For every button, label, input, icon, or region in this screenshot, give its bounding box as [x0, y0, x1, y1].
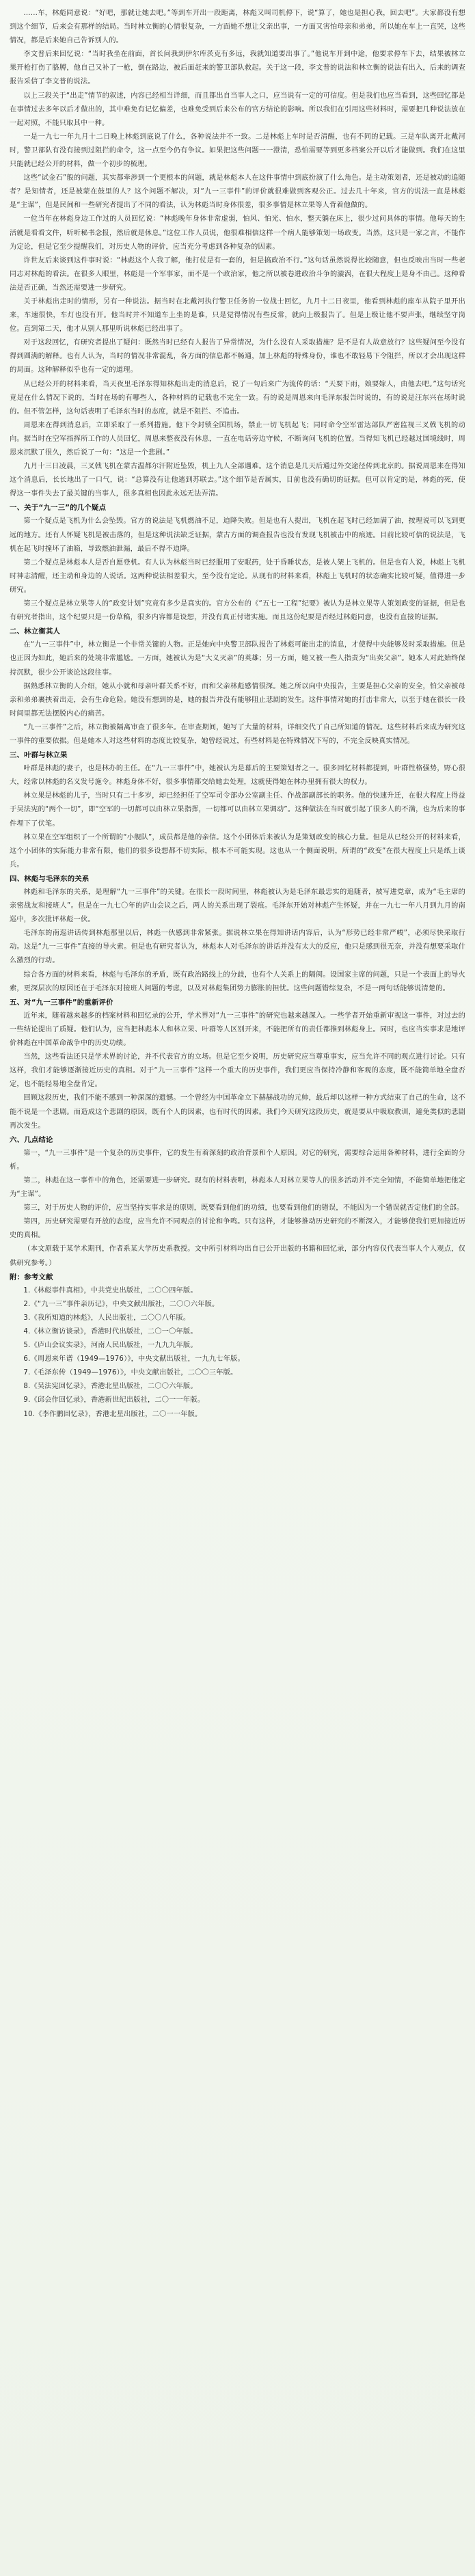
section-heading: 一、关于“九一三”的几个疑点 — [10, 504, 107, 513]
paragraph: ……车，林彪同意说：“好吧，那就让她去吧。”等到车开出一段距离，林彪又叫司机停下，说“算了，她也是担心我，回去吧”。大家都没有想到这个细节，后来会有那样的结局。当时林立衡的心情很复杂，一方面她不想让父亲出事，一方面又害怕母亲和弟弟，所以她在车上一直哭，这些情况，都是后来她自己告诉别人的。 — [10, 10, 465, 45]
paragraph: 第三，对于历史人物的评价，应当坚持实事求是的原则，既要看到他们的功绩，也要看到他们的错误，不能因为一个错误就否定他们的全部。 — [23, 1204, 464, 1212]
paragraph: 林立果在空军组织了一个所谓的“小舰队”，成员都是他的亲信。这个小团体后来被认为是策划政变的核心力量。但是从已经公开的材料来看，这个小团体的实际能力非常有限，他们的很多设想都不切实际，根本不可能实现。这也从一个侧面说明，所谓的“政变”在很大程度上只是纸上谈兵。 — [10, 833, 465, 869]
section-heading: 三、叶群与林立果 — [10, 751, 68, 760]
section-heading: 附：参考文献 — [10, 1273, 53, 1282]
paragraph: 以上三段关于“出走”情节的叙述，内容已经相当详细，而且都出自当事人之口，应当说有一定的可信度。但是我们也应当看到，这些回忆都是在事情过去多年以后才做出的，其中难免有记忆偏差，也难免受到后来公布的官方结论的影响。所以我们在引用这些材料时，需要把几种说法放在一起对照，不能只取其中一种。 — [10, 92, 465, 127]
paragraph: 九月十三日凌晨，三叉戟飞机在蒙古温都尔汗附近坠毁，机上九人全部遇难。这个消息是几天后通过外交途径传到北京的。据说周恩来在得知这个消息后，长长地出了一口气，说：“总算没有让他逃到苏联去。”这个细节是否属实，目前也没有确切的证据。但可以肯定的是，林彪的死，使得这一事件失去了最关键的当事人，很多真相也因此永远无法弄清。 — [10, 463, 465, 498]
paragraph: “九一三事件”之后，林立衡被隔离审查了很多年。在审查期间，她写了大量的材料，详细交代了自己所知道的情况。这些材料后来成为研究这一事件的重要依据。但是她本人对这些材料的态度比较复杂，她曾经说过，有些材料是在特殊情况下写的，不完全反映真实情况。 — [10, 723, 465, 745]
paragraph: 2.《“九一三”事件亲历记》，中央文献出版社，二〇〇六年版。 — [23, 1300, 219, 1308]
paragraph: 第一，“九一三事件”是一个复杂的历史事件，它的发生有着深刻的政治背景和个人原因。对它的研究，需要综合运用各种材料，进行全面的分析。 — [10, 1149, 465, 1171]
section-heading: 四、林彪与毛泽东的关系 — [10, 874, 90, 883]
paragraph: 许世友后来谈到这件事时说：“林彪这个人我了解，他打仗是有一套的，但是搞政治不行。”这句话虽然说得比较随意，但也反映出当时一些老同志对林彪的看法。在很多人眼里，林彪是一个军事家，而不是一个政治家，他之所以被卷进政治斗争的漩涡，在很大程度上是身不由己。这种看法是否正确，当然还需要进一步研究。 — [10, 256, 465, 292]
section-heading: 六、几点结论 — [10, 1135, 53, 1144]
paragraph: 5.《庐山会议实录》，河南人民出版社，一九九九年版。 — [23, 1342, 198, 1350]
paragraph: 近年来，随着越来越多的档案材料和回忆录的公开，学术界对“九一三事件”的研究也越来越深入。一些学者开始重新审视这一事件，对过去的一些结论提出了质疑。他们认为，应当把林彪本人和林立果、叶群等人区别开来，不能把所有的责任都推到林彪身上。同时，也应当实事求是地评价林彪在中国革命战争中的历史功绩。 — [10, 1012, 465, 1048]
paragraph: 综合各方面的材料来看，林彪与毛泽东的矛盾，既有政治路线上的分歧，也有个人关系上的隔阂。设国家主席的问题，只是一个表面上的导火索，更深层次的原因还在于毛泽东对接班人问题的考虑，以及对林彪集团势力膨胀的担忧。这些问题错综复杂，不是一两句话能够说清楚的。 — [10, 971, 465, 992]
paragraph: 在“九一三事件”中，林立衡是一个非常关键的人物。正是她向中央警卫部队报告了林彪可能出走的消息，才使得中央能够及时采取措施。但是也正因为如此，她后来的处境非常尴尬。一方面，她被认为是“大义灭亲”的英雄；另一方面，她又被一些人指责为“出卖父亲”。她本人对此始终保持沉默，很少公开谈论这段往事。 — [10, 641, 465, 677]
paragraph: 第二，林彪在这一事件中的角色，还需要进一步研究。现有的材料表明，林彪本人对林立果等人的很多活动并不完全知情，不能简单地把他定为“主谋”。 — [10, 1176, 465, 1199]
paragraph: 第四，历史研究需要有开放的态度，应当允许不同观点的讨论和争鸣。只有这样，才能够推动历史研究的不断深入，才能够使我们更加接近历史的真相。 — [10, 1218, 465, 1240]
paragraph: 8.《吴法宪回忆录》，香港北星出版社，二〇〇六年版。 — [23, 1383, 198, 1391]
paragraph: 3.《我所知道的林彪》，人民出版社，二〇〇八年版。 — [23, 1314, 191, 1322]
paragraph: 1.《林彪事件真相》，中共党史出版社，二〇〇四年版。 — [23, 1286, 198, 1294]
article-body — [10, 7, 465, 2568]
paragraph: 林立果是林彪的儿子，当时只有二十多岁，却已经担任了空军司令部办公室副主任、作战部副部长的职务。他的快速升迁，在很大程度上得益于吴法宪的“两个一切”，即“空军的一切都可以由林立果指挥，一切都可以由林立果调动”。这种做法在当时就引起了很多人的不满，也为后来的事件埋下了伏笔。 — [10, 792, 465, 828]
paragraph: （本文原载于某学术期刊，作者系某大学历史系教授。文中所引材料均出自已公开出版的书籍和回忆录，部分内容仅代表当事人个人观点，仅供研究参考。） — [10, 1245, 465, 1267]
paragraph: 据熟悉林立衡的人介绍，她从小就和母亲叶群关系不好，而和父亲林彪感情很深。她之所以向中央报告，主要是担心父亲的安全，怕父亲被母亲和弟弟裹挟着出走，会有生命危险。她没有想到的是，她的报告并没有能够阻止悲剧的发生。这件事情对她的打击非常大，以至于她在很长一段时间里都无法摆脱内心的痛苦。 — [10, 682, 465, 718]
paragraph: 毛泽东的南巡讲话传到林彪那里以后，林彪一伙感到非常紧张。据说林立果在得知讲话内容后，认为“形势已经非常严峻”，必须尽快采取行动。这是“九一三事件”直接的导火索。但是也有研究者认为，林彪本人对毛泽东的讲话并没有太大的反应，他只是感到很无奈，并没有想要采取什么激烈的行动。 — [10, 930, 465, 965]
paragraph: 这些“试金石”般的问题，其实都牵涉到一个更根本的问题，就是林彪本人在这件事情中到底扮演了什么角色。是主动策划者，还是被动的追随者？是知情者，还是被蒙在鼓里的人？这个问题不解决，对“九一三事件”的评价就很难做到客观公正。过去几十年来，官方的说法一直是林彪是“主谋”，但是民间和一些研究者提出了不同的看法，认为林彪当时身体很差，很多事情是林立果等人背着他做的。 — [10, 174, 465, 210]
paragraph: 当然，这些看法还只是学术界的讨论，并不代表官方的立场。但是它至少说明，历史研究应当尊重事实，应当允许不同的观点进行讨论。只有这样，我们才能够逐渐接近历史的真相。对于“九一三事件”这样一个重大的历史事件，我们更应当保持冷静和客观的态度，既不能简单地全盘否定，也不能轻易地全盘肯定。 — [10, 1053, 465, 1089]
paragraph: 10.《李作鹏回忆录》，香港北星出版社，二〇一一年版。 — [23, 1410, 202, 1418]
paragraph: 周恩来在得到消息后，立即采取了一系列措施。他下令封锁全国机场，禁止一切飞机起飞；同时命令空军雷达部队严密监视三叉戟飞机的动向。据当时在空军指挥所工作的人员回忆，周恩来整夜没有休息，一直在电话旁边守候，不断询问飞机的位置。当得知飞机已经越过国境线时，周恩来沉默了很久，然后说了一句：“这是一个悲剧。” — [10, 421, 465, 457]
paragraph: 对于这段回忆，有研究者提出了疑问：既然当时已经有人报告了异常情况，为什么没有人采取措施？是不是有人故意放行？这些疑问至今没有得到圆满的解释。也有人认为，当时的情况非常混乱，各方面的信息都不畅通，加上林彪的特殊身份，谁也不敢轻易下令阻拦，所以才会出现这样的局面。这种解释似乎也有一定的道理。 — [10, 339, 465, 375]
section-heading: 二、林立衡其人 — [10, 627, 61, 636]
paragraph: 9.《邱会作回忆录》，香港新世纪出版社，二〇一一年版。 — [23, 1396, 205, 1405]
section-heading: 五、对“九一三事件”的重新评价 — [10, 998, 113, 1007]
paragraph: 第三个疑点是林立果等人的“政变计划”究竟有多少是真实的。官方公布的《“五七一工程”纪要》被认为是林立果等人策划政变的证据，但是也有研究者指出，这个纪要只是一份草稿，很多内容都是设想，并没有真正付诸实施。而且这份纪要是否经过林彪同意，也没有直接的证据。 — [10, 600, 465, 622]
paragraph: 6.《周恩来年谱（1949—1976）》，中央文献出版社，一九九七年版。 — [23, 1355, 245, 1364]
paragraph: 7.《毛泽东传（1949—1976）》，中央文献出版社，二〇〇三年版。 — [23, 1369, 238, 1377]
paragraph: 第二个疑点是林彪本人是否自愿登机。有人认为林彪当时已经服用了安眠药，处于昏睡状态，是被人架上飞机的。但是也有人说，林彪上飞机时神志清醒，还主动和身边的人说话。这两种说法相差很大，至今没有定论。从现有的材料来看，林彪上飞机时的状态确实比较可疑，值得进一步研究。 — [10, 558, 465, 594]
paragraph: 叶群是林彪的妻子，也是林办的主任。在“九一三事件”中，她被认为是幕后的主要策划者之一。很多回忆材料都提到，叶群性格强势，野心很大，经常以林彪的名义发号施令。林彪身体不好，很多事情都交给她去处理，这就使得她在林办里拥有很大的权力。 — [10, 765, 465, 787]
paragraph: 回顾这段历史，我们不能不感到一种深深的遗憾。一个曾经为中国革命立下赫赫战功的元帅，最后却以这样一种方式结束了自己的生命，这不能不说是一个悲剧。而造成这个悲剧的原因，既有个人的因素，也有时代的因素。我们今天研究这段历史，就是要从中吸取教训，避免类似的悲剧再次发生。 — [10, 1094, 465, 1130]
paragraph: 一位当年在林彪身边工作过的人员回忆说：“林彪晚年身体非常虚弱，怕风、怕光、怕水，整天躺在床上，很少过问具体的事情。他每天的生活就是看看文件，听听秘书念报，然后就是休息。”这位工作人员说，他很难相信这样一个病人能够策划一场政变。当然，这只是一家之言，不能作为定论，但是它至少提醒我们，对历史人物的评价，应当充分考虑到各种复杂的因素。 — [10, 215, 465, 251]
paragraph: 4.《林立衡访谈录》，香港时代出版社，二〇一〇年版。 — [23, 1328, 198, 1336]
paragraph: 林彪和毛泽东的关系，是理解“九一三事件”的关键。在很长一段时间里，林彪被认为是毛泽东最忠实的追随者，被写进党章，成为“毛主席的亲密战友和接班人”。但是在一九七〇年的庐山会议之后，两人的关系出现了裂痕。毛泽东开始对林彪产生怀疑，并在一九七一年八月到九月的南巡中，多次批评林彪一伙。 — [10, 889, 465, 924]
paragraph: 第一个疑点是飞机为什么会坠毁。官方的说法是飞机燃油不足，迫降失败。但是也有人提出，飞机在起飞时已经加满了油，按理说可以飞到更远的地方。还有人怀疑飞机是被击落的，但是这种说法缺乏证据，蒙古方面的调查报告也没有发现飞机被击中的痕迹。目前比较可信的说法是，飞机在起飞时撞坏了油箱，导致燃油泄漏，最后不得不迫降。 — [10, 517, 465, 553]
paragraph: 从已经公开的材料来看，当天夜里毛泽东得知林彪出走的消息后，说了一句后来广为流传的话：“天要下雨，娘要嫁人，由他去吧。”这句话究竟是在什么情况下说的，当时在场的有哪些人，各种材料的记载也不完全一致。有的说是周恩来向毛泽东报告时说的，有的说是汪东兴在场时说的。但不管怎样，这句话表明了毛泽东当时的态度，就是不阻拦、不追击。 — [10, 380, 465, 416]
paragraph: 一是一九七一年九月十二日晚上林彪到底说了什么，各种说法并不一致。二是林彪上车时是否清醒，也有不同的记载。三是车队离开北戴河时，警卫部队有没有接到过阻拦的命令，这一点至今仍有争议。如果把这些问题一一澄清，恐怕需要等到更多档案公开以后才能做到。我们在这里只能就已经公开的材料，做一个初步的梳理。 — [10, 133, 465, 169]
paragraph: 李文普后来回忆说：“当时我坐在前面，首长问我到伊尔库茨克有多远，我就知道要出事了。”他说车开到中途，他要求停车下去，结果被林立果开枪打伤了胳膊，他自己又补了一枪，倒在路边，被后面赶来的警卫部队救起。关于这一段，李文普的说法和林立衡的说法有出入，后来的调查报告采信了李文普的说法。 — [10, 51, 465, 86]
paragraph: 关于林彪出走时的情形，另有一种说法。据当时在北戴河执行警卫任务的一位战士回忆，九月十二日夜里，他看到林彪的座车从院子里开出来，车速很快，车灯也没有开。他当时并不知道车上坐的是谁，只是觉得情况有些反常，就向上级报告了。但是上级让他不要声张，继续坚守岗位。直到第二天，他才从别人那里听说林彪已经出事了。 — [10, 297, 465, 334]
